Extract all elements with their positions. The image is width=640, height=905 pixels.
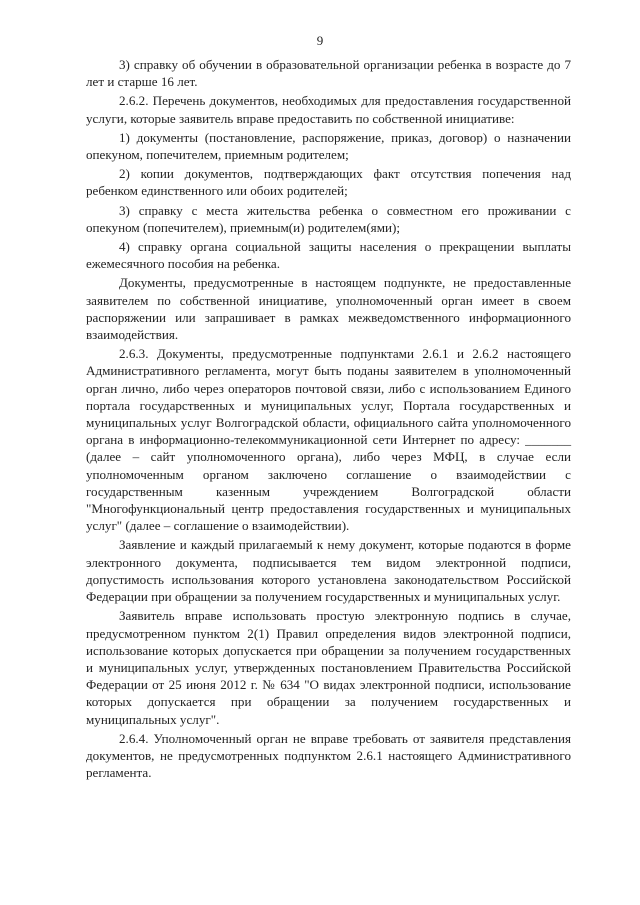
paragraph-2: 2.6.2. Перечень документов, необходимых для предоставления государственной услуги, которые заявитель вправе предоставить по собственной инициативе: <box>86 93 571 126</box>
paragraph-10: Заявитель вправе использовать простую электронную подпись в случае, предусмотренном пунктом 2(1) Правил определения видов электронной подписи, использование которых допускается при обращении за получением государственных и муниципальных услуг, утвержденных постановлением Правительства Российской Федерации от 25 июня 2012 г. № 634 "О видах электронной подписи, использование которых допускается при обращении за получением государственных и муниципальных услуг". <box>86 608 571 727</box>
paragraph-9: Заявление и каждый прилагаемый к нему документ, которые подаются в форме электронного документа, подписывается тем видом электронной подписи, допустимость использования которого установлена законодательством Российской Федерации при обращении за получением государственных и муниципальных услуг. <box>86 537 571 605</box>
paragraph-3: 1) документы (постановление, распоряжение, приказ, договор) о назначении опекуном, попечителем, приемным родителем; <box>86 129 571 163</box>
paragraph-1: 3) справку об обучении в образовательной организации ребенка в возрасте до 7 лет и старше 16 лет. <box>86 57 571 90</box>
paragraph-4: 2) копии документов, подтверждающих факт отсутствия попечения над ребенком единственного или обоих родителей; <box>86 166 571 199</box>
paragraph-7: Документы, предусмотренные в настоящем подпункте, не предоставленные заявителем по собственной инициативе, уполномоченный орган имеет в своем распоряжении или запрашивает в рамках межведомственного информационного взаимодействия. <box>86 275 571 343</box>
paragraph-5: 3) справку с места жительства ребенка о совместном его проживании с опекуном (попечителем), приемным(и) родителем(ями); <box>86 202 571 235</box>
paragraph-8: 2.6.3. Документы, предусмотренные подпунктами 2.6.1 и 2.6.2 настоящего Административного регламента, могут быть поданы заявителем в уполномоченный орган лично, либо через операторов почтовой связи, либо с использованием Единого портала государственных и муниципальных услуг, Портала государственных и муниципальных услуг Волгоградской области, официального сайта уполномоченного органа в информационно-телекоммуникационной сети Интернет по адресу: _______ (далее – сайт уполномоченного органа), либо через МФЦ, в случае если уполномоченным органом заключено соглашение о взаимодействии с государственным казенным учреждением Волгоградской области "Многофункциональный центр предоставления государственных и муниципальных услуг" (далее – соглашение о взаимодействии). <box>86 346 571 534</box>
paragraph-11: 2.6.4. Уполномоченный орган не вправе требовать от заявителя представления документов, не предусмотренных подпунктом 2.6.1 настоящего Административного регламента. <box>86 730 571 781</box>
page-number: 9 <box>316 33 324 48</box>
paragraph-6: 4) справку органа социальной защиты населения о прекращении выплаты ежемесячного пособия на ребенка. <box>86 239 571 272</box>
document-body <box>86 56 571 783</box>
